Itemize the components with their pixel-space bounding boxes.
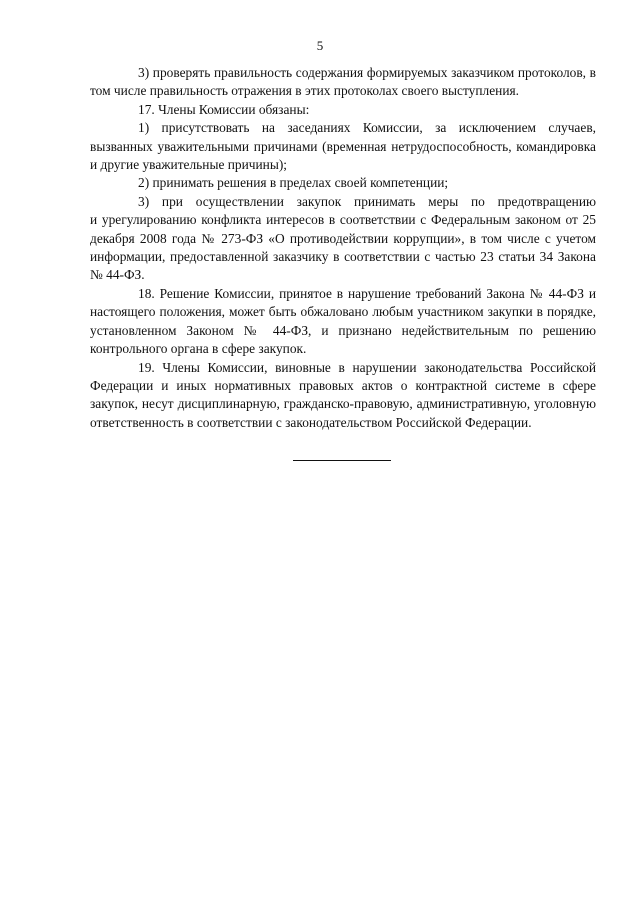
paragraph-18: 18. Решение Комиссии, принятое в нарушение требований Закона № 44-ФЗ и настоящего положения, может быть обжаловано любым участником закупки в порядке, установленном Законом № 44-ФЗ, и признано недействительным по решению контрольного органа в сфере закупок. (90, 285, 596, 357)
paragraph-item-2-decisions: 2) принимать решения в пределах своей компетенции; (138, 175, 449, 191)
paragraph-item-3-conflict-of-interest: 3) при осуществлении закупок принимать меры по предотвращению и урегулированию конфликта интересов в соответствии с Федеральным законом от 25 декабря 2008 года № 273-ФЗ «О противодействии коррупции», в том числе с учетом информации, предоставленной заказчику в соответствии с частью 23 статьи 34 Закона № 44-ФЗ. (90, 193, 596, 283)
document-body (90, 64, 596, 432)
paragraph-19: 19. Члены Комиссии, виновные в нарушении законодательства Российской Федерации и иных нормативных правовых актов о контрактной системе в сфере закупок, несут дисциплинарную, гражданско-правовую, административную, уголовную ответственность в соответствии с законодательством Российской Федерации. (90, 359, 596, 430)
paragraph-item-3-verify-protocols: 3) проверять правильность содержания формируемых заказчиком протоколов, в том числе правильность отражения в этих протоколах своего выступления. (90, 65, 596, 99)
paragraph-item-1-attend-meetings: 1) присутствовать на заседаниях Комиссии, за исключением случаев, вызванных уважительными причинами (временная нетрудоспособность, командировка и другие уважительные причины); (90, 120, 596, 173)
page-number: 5 (316, 38, 324, 53)
paragraph-17-heading: 17. Члены Комиссии обязаны: (138, 101, 310, 117)
end-of-document-rule (293, 460, 391, 461)
